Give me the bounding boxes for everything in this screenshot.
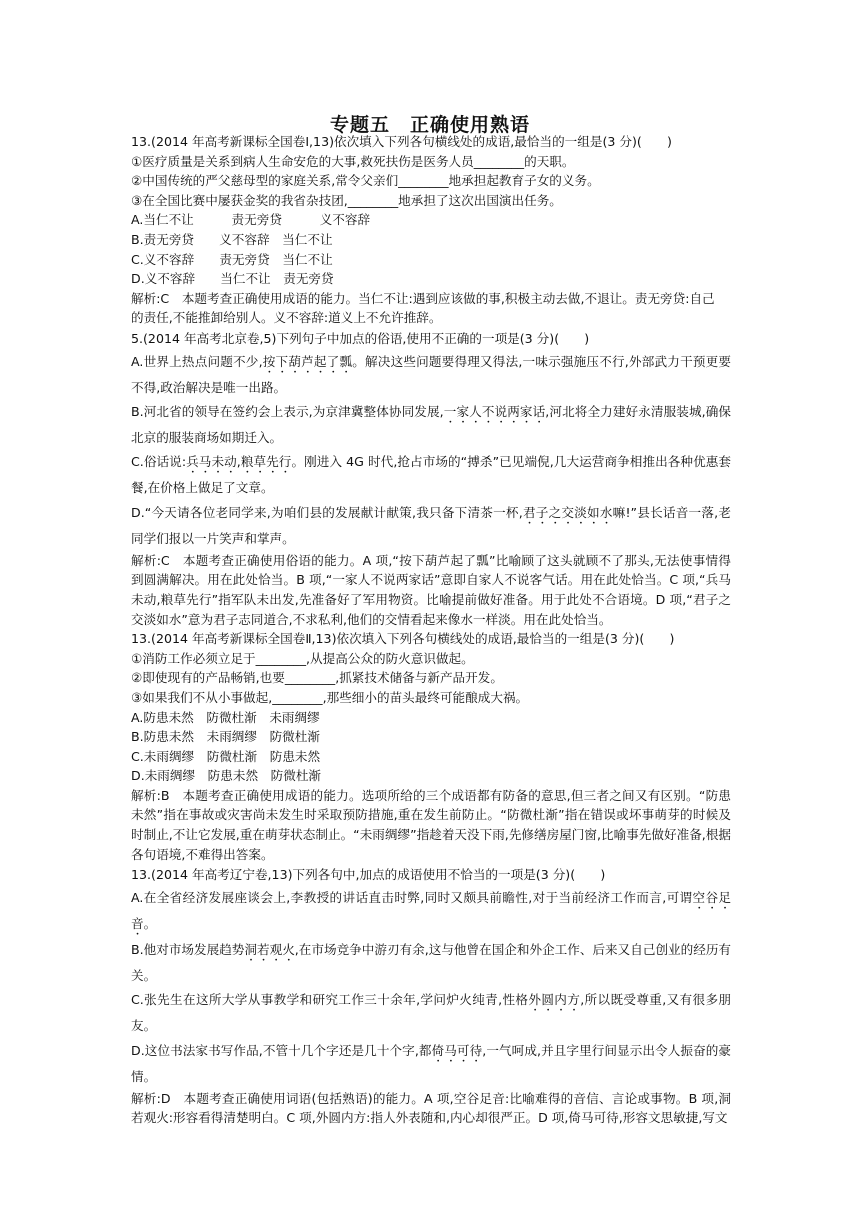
dotted-phrase: 空谷足音: [131, 890, 731, 932]
option-c: C.张先生在这所大学从事教学和研究工作三十余年,学问炉火纯青,性格外圆内方,所以既受尊重,又有很多朋友。: [131, 992, 731, 1034]
option-b: B.防患未然 未雨绸缪 防微杜渐: [131, 729, 320, 745]
option-a: A.当仁不让 责无旁贷 义不容辞: [131, 212, 371, 228]
sentence-1: ①医疗质量是关系到病人生命安危的大事,救死扶伤是医务人员________的天职。: [131, 153, 575, 169]
question-4: [131, 864, 731, 1128]
question-stem: 13.(2014 年高考辽宁卷,13)下列各句中,加点的成语使用不恰当的一项是(3 分)( ): [131, 867, 606, 883]
option-b: B.河北省的领导在签约会上表示,为京津冀整体协同发展,一家人不说两家话,河北将全力建好永清服装城,确保北京的服装商场如期迁入。: [131, 404, 732, 446]
option-b: B.他对市场发展趋势洞若观火,在市场竞争中游刃有余,这与他曾在国企和外企工作、后来又自己创业的经历有关。: [131, 942, 732, 984]
dotted-phrase: 兵马未动,粮草先行: [186, 454, 292, 470]
option-c: C.俗话说:兵马未动,粮草先行。刚进入 4G 时代,抢占市场的“搏杀”已见端倪,几大运营商争相推出各种优惠套餐,在价格上做足了文章。: [131, 454, 731, 496]
sentence-2: ②即使现有的产品畅销,也要________,抓紧技术储备与新产品开发。: [131, 670, 503, 686]
dotted-phrase: 倚马可待: [431, 1042, 483, 1058]
dotted-phrase: 外圆内方: [528, 992, 581, 1008]
dotted-phrase: 按下葫芦起了瓢: [262, 353, 353, 369]
option-d: D.“今天请各位老同学来,为咱们县的发展献计献策,我只备下清茶一杯,君子之交淡如水嘛!”县长话音一落,老同学们报以一片笑声和掌声。: [131, 504, 731, 546]
question-stem: 13.(2014 年高考新课标全国卷Ⅰ,13)依次填入下列各句横线处的成语,最恰当的一组是(3 分)( ): [131, 134, 672, 149]
analysis: 解析:D 本题考查正确使用词语(包括熟语)的能力。A 项,空谷足音:比喻难得的音信、言论或事物。B 项,洞若观火:形容看得清楚明白。C 项,外圆内方:指人外表随和,内心却很严正。D 项,倚马可待,形容文思敏捷,写文: [131, 1090, 731, 1126]
sentence-3: ③在全国比赛中屡获金奖的我省杂技团,________地承担了这次出国演出任务。: [131, 192, 562, 208]
analysis: 解析:C 本题考查正确使用俗语的能力。A 项,“按下葫芦起了瓢”比喻顾了这头就顾不了那头,无法使事情得到圆满解决。用在此处恰当。B 项,“一家人不说两家话”意即自家人不说客气话。用在此处恰当。C 项,“兵马未动,粮草先行”指军队未出发,先准备好了军用物资。比喻提前做好准备。用于此处不合语境。D 项,“君子之交淡如水”意为君子志同道合,不求私利,他们的交情看起来像水一样淡。用在此处恰当。: [131, 552, 731, 627]
dotted-phrase: 君子之交淡如水: [522, 504, 613, 520]
page-title: 专题五 正确使用熟语: [329, 114, 530, 136]
dotted-phrase: 一家人不说两家话: [443, 404, 546, 420]
option-a: A.在全省经济发展座谈会上,李教授的讲话直击时弊,同时又颇具前瞻性,对于当前经济工作而言,可谓空谷足音。: [131, 890, 731, 932]
option-b: B.责无旁贷 义不容辞 当仁不让: [131, 231, 333, 247]
question-stem: 13.(2014 年高考新课标全国卷Ⅱ,13)依次填入下列各句横线处的成语,最恰当的一组是(3 分)( ): [131, 631, 675, 647]
option-a: A.防患未然 防微杜渐 未雨绸缪: [131, 709, 320, 725]
option-c: C.未雨绸缪 防微杜渐 防患未然: [131, 748, 321, 764]
analysis-line-1: 解析:C 本题考查正确使用成语的能力。当仁不让:遇到应该做的事,积极主动去做,不退让。责无旁贷:自己: [131, 290, 715, 306]
document-body: [131, 132, 731, 1128]
sentence-3: ③如果我们不从小事做起,________,那些细小的苗头最终可能酿成大祸。: [131, 689, 529, 705]
analysis-line-2: 的责任,不能推卸给别人。义不容辞:道义上不允许推辞。: [131, 310, 442, 326]
option-c: C.义不容辞 责无旁贷 当仁不让: [131, 251, 333, 267]
question-stem: 5.(2014 年高考北京卷,5)下列句子中加点的俗语,使用不正确的一项是(3 分)( ): [131, 330, 590, 346]
analysis: 解析:B 本题考查正确使用成语的能力。选项所给的三个成语都有防备的意思,但三者之间又有区别。“防患未然”指在事故或灾害尚未发生时采取预防措施,重在发生前防止。“防微杜渐”指在错误或坏事萌芽的时候及时制止,不让它发展,重在萌芽状态制止。“未雨绸缪”指趁着天没下雨,先修缮房屋门窗,比喻事先做好准备,根据各句语境,不难得出答案。: [131, 787, 731, 862]
dotted-phrase: 洞若观火: [244, 942, 295, 958]
option-d: D.义不容辞 当仁不让 责无旁贷: [131, 271, 334, 287]
option-a: A.世界上热点问题不少,按下葫芦起了瓢。解决这些问题要得理又得法,一味示强施压不行,外部武力干预更要不得,政治解决是唯一出路。: [131, 353, 731, 395]
sentence-1: ①消防工作必须立足于________,从提高公众的防火意识做起。: [131, 650, 474, 666]
question-3: [131, 629, 731, 864]
question-1: [131, 132, 731, 328]
sentence-2: ②中国传统的严父慈母型的家庭关系,常令父亲们________地承担起教育子女的义务。: [131, 173, 600, 189]
option-d: D.这位书法家书写作品,不管十几个字还是几十个字,都倚马可待,一气呵成,并且字里行间显示出令人振奋的豪情。: [131, 1042, 732, 1084]
question-2: [131, 328, 731, 629]
option-d: D.未雨绸缪 防患未然 防微杜渐: [131, 768, 322, 784]
